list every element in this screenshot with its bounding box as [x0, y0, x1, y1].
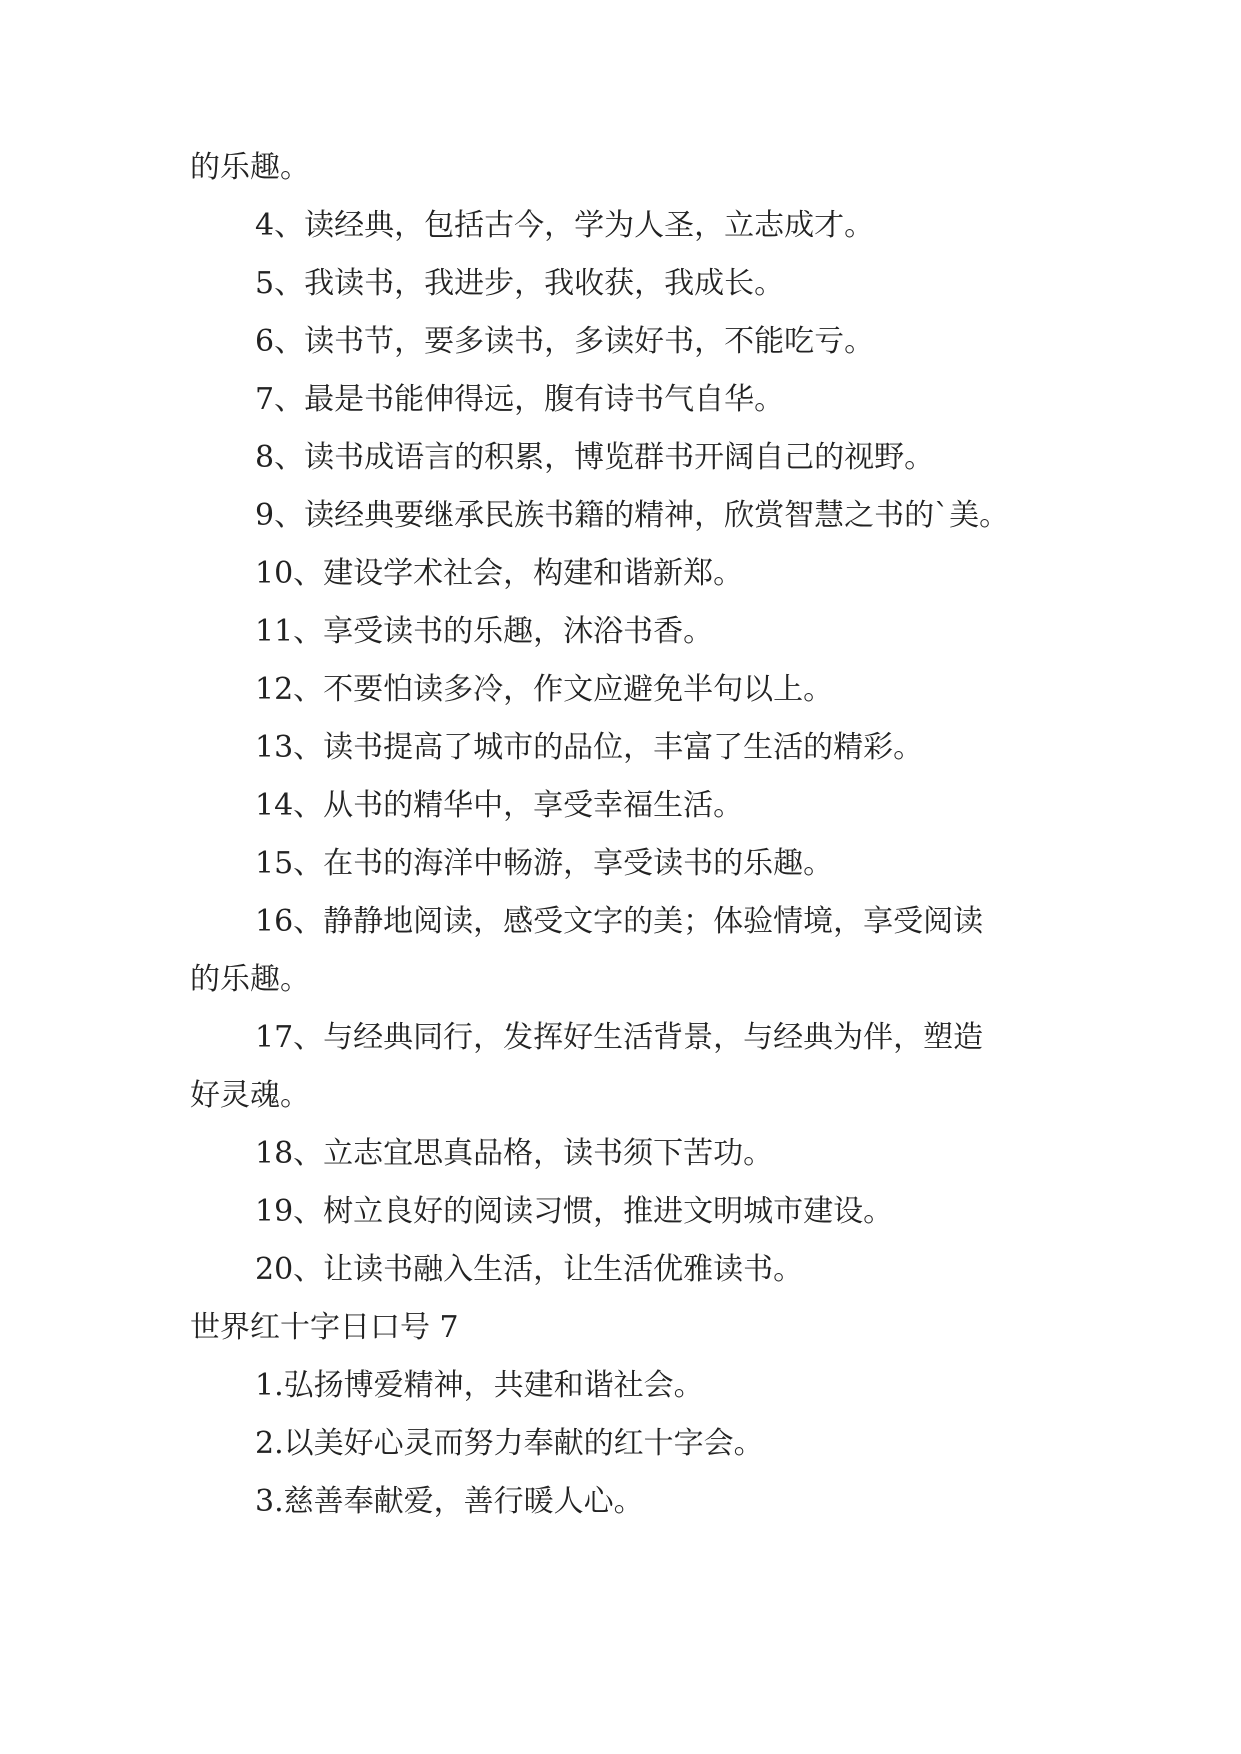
slogan-item: 18、立志宜思真品格，读书须下苦功。 — [255, 1136, 774, 1171]
slogan-item: 9、读经典要继承民族书籍的精神，欣赏智慧之书的`美。 — [255, 498, 1010, 533]
slogan-item: 3.慈善奉献爱，善行暖人心。 — [255, 1484, 644, 1519]
slogan-item: 12、不要怕读多冷，作文应避免半句以上。 — [255, 672, 834, 707]
slogan-item: 20、让读书融入生活，让生活优雅读书。 — [255, 1252, 804, 1287]
section-heading: 世界红十字日口号 7 — [190, 1310, 459, 1345]
slogan-item: 19、树立良好的阅读习惯，推进文明城市建设。 — [255, 1194, 894, 1229]
slogan-item: 15、在书的海洋中畅游，享受读书的乐趣。 — [255, 846, 834, 881]
slogan-item: 7、最是书能伸得远，腹有诗书气自华。 — [255, 382, 785, 417]
slogan-item: 16、静静地阅读，感受文字的美；体验情境，享受阅读 — [255, 904, 984, 939]
slogan-item: 11、享受读书的乐趣，沐浴书香。 — [255, 614, 714, 649]
slogan-item: 1.弘扬博爱精神，共建和谐社会。 — [255, 1368, 704, 1403]
slogan-item: 8、读书成语言的积累，博览群书开阔自己的视野。 — [255, 440, 935, 475]
slogan-item: 13、读书提高了城市的品位，丰富了生活的精彩。 — [255, 730, 924, 765]
slogan-item: 2.以美好心灵而努力奉献的红十字会。 — [255, 1426, 764, 1461]
text-line: 的乐趣。 — [190, 150, 310, 185]
text-line: 好灵魂。 — [190, 1078, 310, 1113]
slogan-item: 17、与经典同行，发挥好生活背景，与经典为伴，塑造 — [255, 1020, 984, 1055]
slogan-item: 14、从书的精华中，享受幸福生活。 — [255, 788, 744, 823]
slogan-item: 6、读书节，要多读书，多读好书，不能吃亏。 — [255, 324, 875, 359]
text-line: 的乐趣。 — [190, 962, 310, 997]
slogan-item: 10、建设学术社会，构建和谐新郑。 — [255, 556, 744, 591]
slogan-item: 5、我读书，我进步，我收获，我成长。 — [255, 266, 785, 301]
slogan-item: 4、读经典，包括古今，学为人圣，立志成才。 — [255, 208, 875, 243]
